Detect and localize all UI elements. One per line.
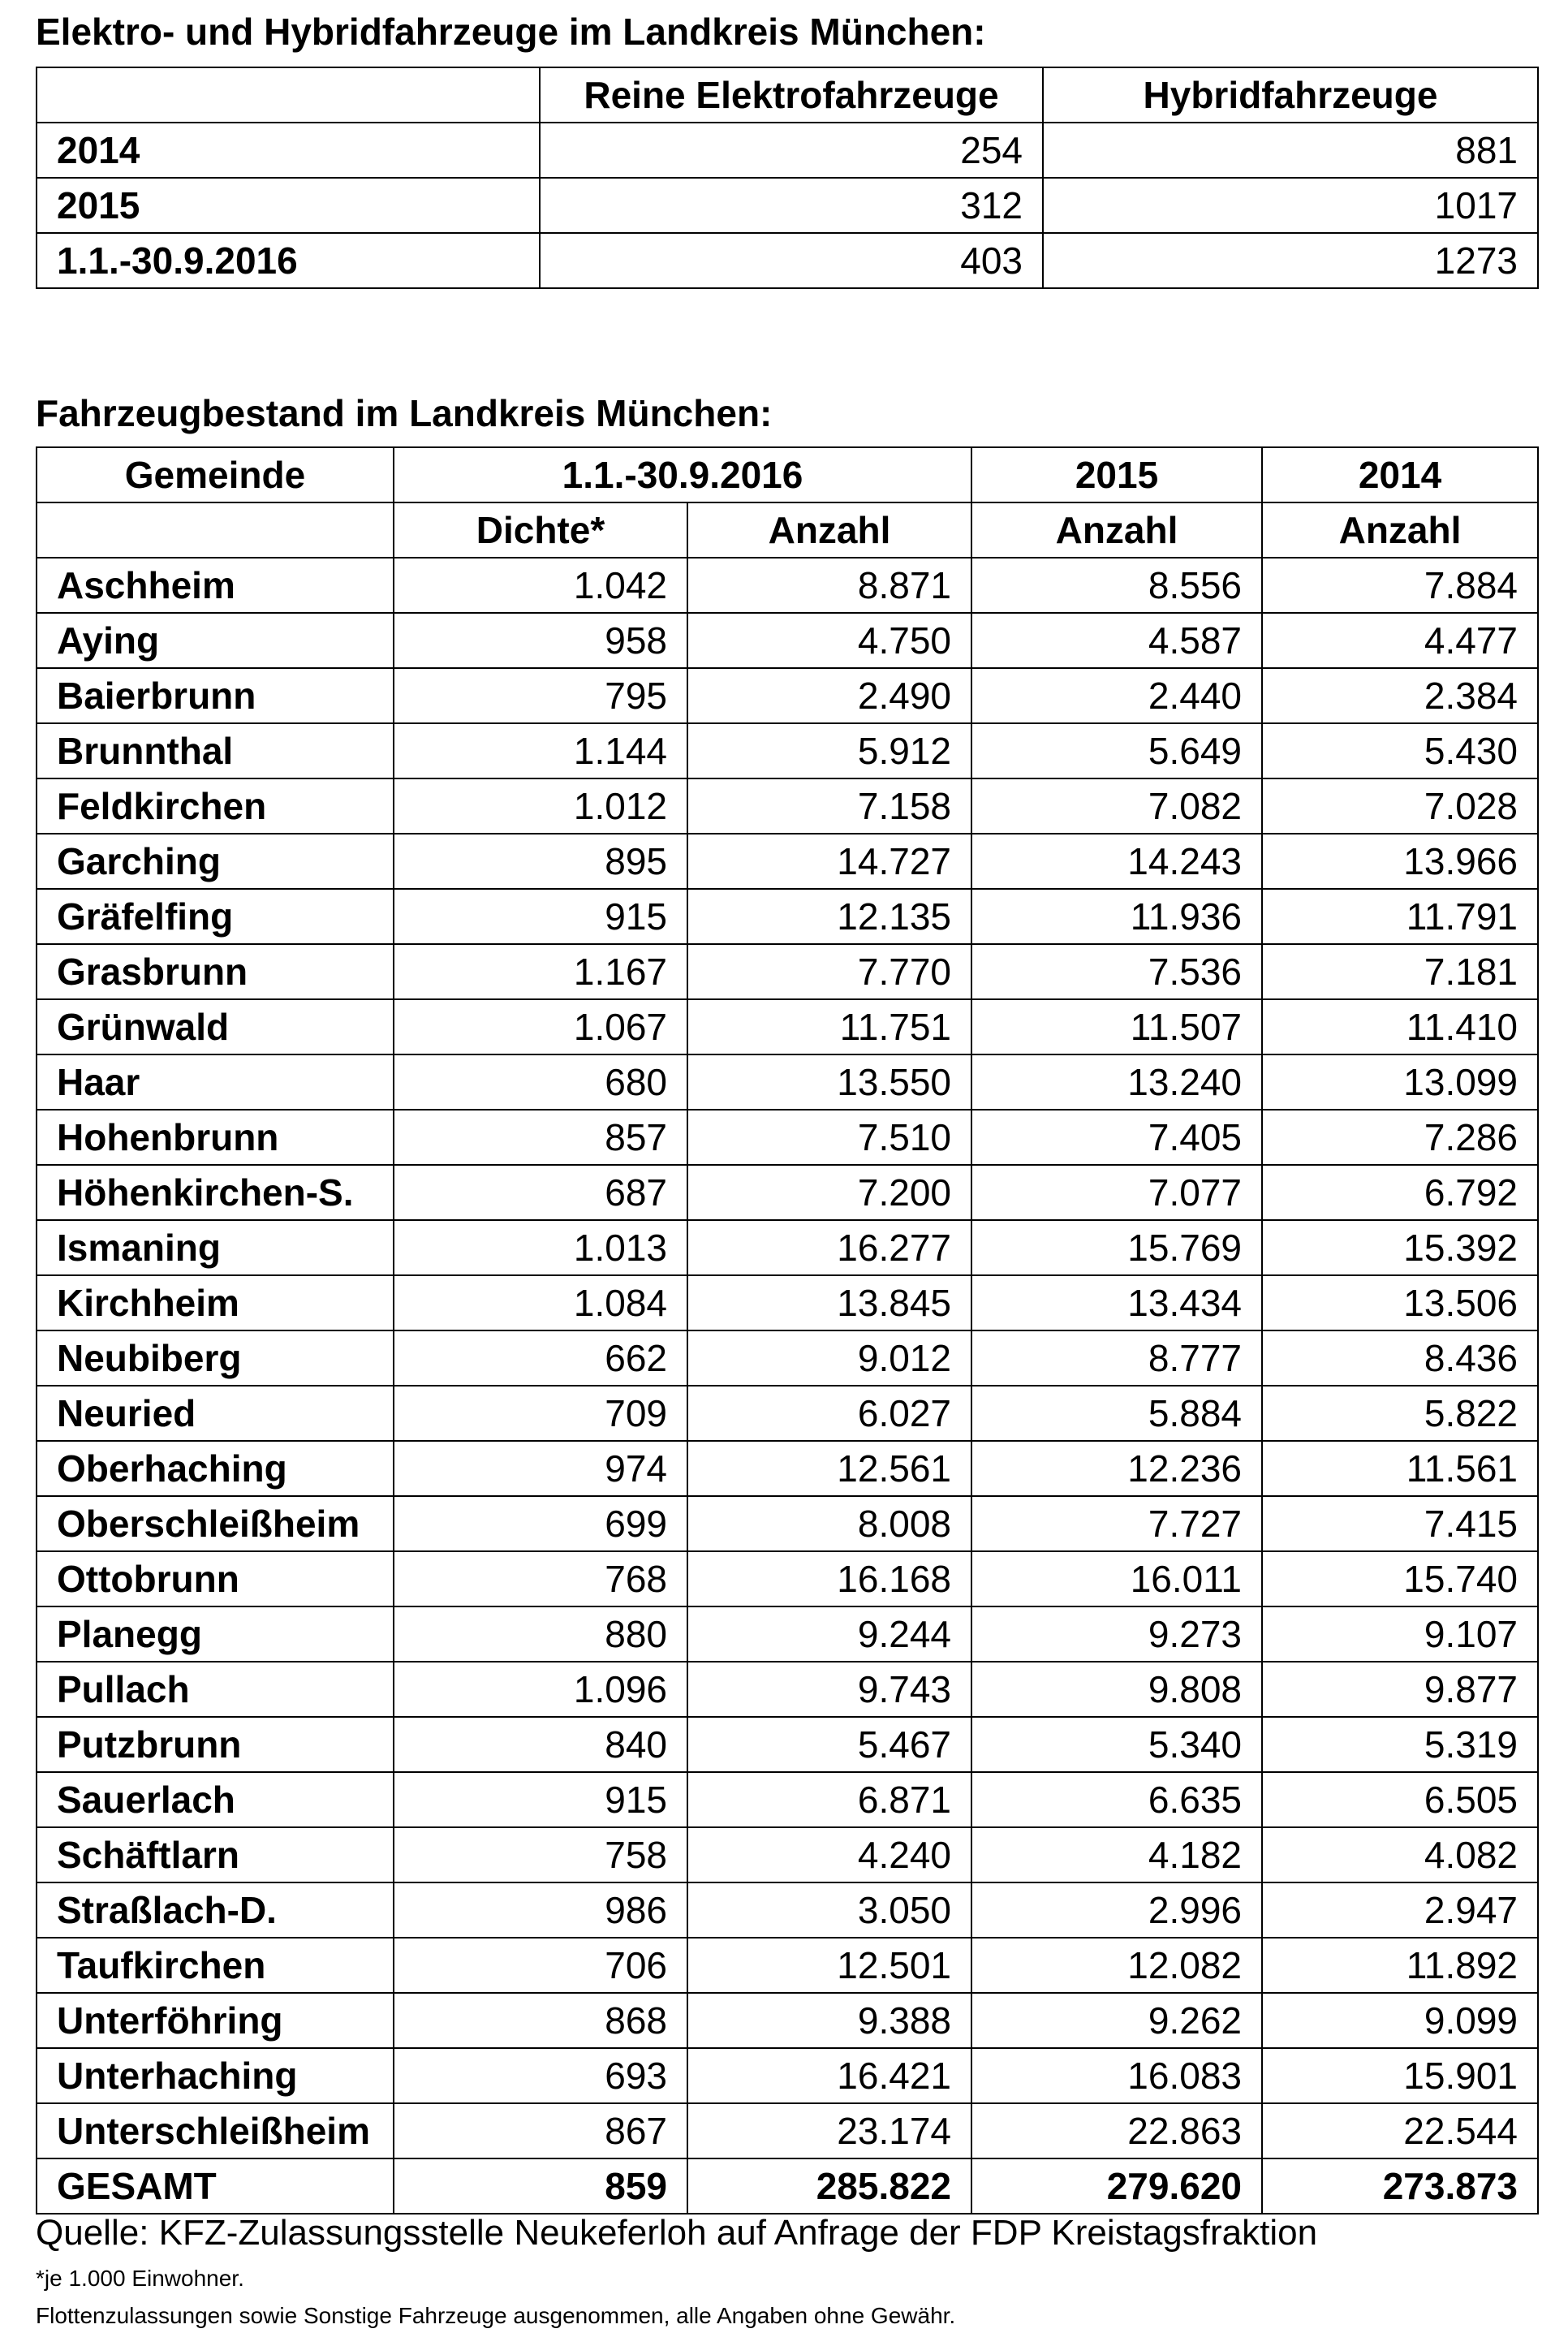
subheader-empty xyxy=(37,502,394,558)
count-2016: 7.158 xyxy=(687,778,971,834)
count-2014: 15.740 xyxy=(1262,1551,1538,1606)
count-2015: 7.727 xyxy=(971,1496,1262,1551)
table-row xyxy=(37,1772,1538,1827)
density-value: 758 xyxy=(394,1827,687,1882)
subheader-count-2014: Anzahl xyxy=(1262,502,1538,558)
count-2016: 7.200 xyxy=(687,1165,971,1220)
vehicle-stock-table xyxy=(36,446,1539,2214)
density-value: 1.144 xyxy=(394,723,687,778)
density-value: 1.167 xyxy=(394,944,687,999)
count-2016: 5.467 xyxy=(687,1717,971,1772)
municipality-name: Garching xyxy=(37,834,394,889)
subheader-count-2016: Anzahl xyxy=(687,502,971,558)
count-2015: 8.556 xyxy=(971,558,1262,613)
table-row xyxy=(37,1220,1538,1275)
count-2015: 4.182 xyxy=(971,1827,1262,1882)
count-2014: 7.181 xyxy=(1262,944,1538,999)
count-2015: 5.340 xyxy=(971,1717,1262,1772)
table-row xyxy=(37,1496,1538,1551)
count-2014: 15.901 xyxy=(1262,2048,1538,2103)
table-row xyxy=(37,999,1538,1054)
ev-hybrid-count: 1273 xyxy=(1043,233,1538,288)
count-2014: 7.286 xyxy=(1262,1110,1538,1165)
count-2014: 5.430 xyxy=(1262,723,1538,778)
density-value: 768 xyxy=(394,1551,687,1606)
count-2014: 9.107 xyxy=(1262,1606,1538,1662)
density-value: 693 xyxy=(394,2048,687,2103)
table-row xyxy=(37,1717,1538,1772)
count-2015: 14.243 xyxy=(971,834,1262,889)
ev-electric-count: 254 xyxy=(540,123,1043,178)
table-row xyxy=(37,668,1538,723)
stock-section-title: Fahrzeugbestand im Landkreis München: xyxy=(36,392,773,434)
count-2016: 9.012 xyxy=(687,1330,971,1386)
table-row xyxy=(37,1993,1538,2048)
ev-header-electric: Reine Elektrofahrzeuge xyxy=(540,67,1043,123)
count-2016: 12.135 xyxy=(687,889,971,944)
count-2016: 13.550 xyxy=(687,1054,971,1110)
municipality-name: Planegg xyxy=(37,1606,394,1662)
count-2014: 22.544 xyxy=(1262,2103,1538,2158)
count-2015: 5.649 xyxy=(971,723,1262,778)
count-2016: 8.871 xyxy=(687,558,971,613)
municipality-name: Grünwald xyxy=(37,999,394,1054)
ev-section-title: Elektro- und Hybridfahrzeuge im Landkreis München: xyxy=(36,11,986,53)
density-value: 958 xyxy=(394,613,687,668)
table-row xyxy=(37,1165,1538,1220)
header-period-2016: 1.1.-30.9.2016 xyxy=(394,447,971,502)
table-row xyxy=(37,2103,1538,2158)
density-value: 795 xyxy=(394,668,687,723)
subheader-count-2015: Anzahl xyxy=(971,502,1262,558)
table-row xyxy=(37,1386,1538,1441)
municipality-name: Ismaning xyxy=(37,1220,394,1275)
count-2016: 12.561 xyxy=(687,1441,971,1496)
table-row xyxy=(37,613,1538,668)
count-2016: 9.244 xyxy=(687,1606,971,1662)
count-2014: 4.082 xyxy=(1262,1827,1538,1882)
count-2014: 11.561 xyxy=(1262,1441,1538,1496)
density-value: 857 xyxy=(394,1110,687,1165)
density-value: 880 xyxy=(394,1606,687,1662)
count-2015: 5.884 xyxy=(971,1386,1262,1441)
table-row xyxy=(37,1882,1538,1938)
count-2016: 8.008 xyxy=(687,1496,971,1551)
count-2015: 7.536 xyxy=(971,944,1262,999)
count-2016: 7.770 xyxy=(687,944,971,999)
municipality-name: GESAMT xyxy=(37,2158,394,2214)
header-year-2014: 2014 xyxy=(1262,447,1538,502)
total-row xyxy=(37,2158,1538,2214)
count-2016: 23.174 xyxy=(687,2103,971,2158)
municipality-name: Grasbrunn xyxy=(37,944,394,999)
density-value: 868 xyxy=(394,1993,687,2048)
header-year-2015: 2015 xyxy=(971,447,1262,502)
municipality-name: Brunnthal xyxy=(37,723,394,778)
ev-header-hybrid: Hybridfahrzeuge xyxy=(1043,67,1538,123)
count-2014: 13.506 xyxy=(1262,1275,1538,1330)
municipality-name: Neuried xyxy=(37,1386,394,1441)
count-2016: 16.277 xyxy=(687,1220,971,1275)
density-value: 1.084 xyxy=(394,1275,687,1330)
count-2014: 6.505 xyxy=(1262,1772,1538,1827)
count-2016: 16.168 xyxy=(687,1551,971,1606)
count-2014: 6.792 xyxy=(1262,1165,1538,1220)
count-2015: 16.083 xyxy=(971,2048,1262,2103)
count-2016: 9.388 xyxy=(687,1993,971,2048)
ev-electric-count: 312 xyxy=(540,178,1043,233)
stock-header-row xyxy=(37,447,1538,502)
count-2015: 11.936 xyxy=(971,889,1262,944)
count-2015: 22.863 xyxy=(971,2103,1262,2158)
ev-hybrid-count: 881 xyxy=(1043,123,1538,178)
count-2014: 11.892 xyxy=(1262,1938,1538,1993)
count-2015: 12.236 xyxy=(971,1441,1262,1496)
count-2016: 4.240 xyxy=(687,1827,971,1882)
density-value: 706 xyxy=(394,1938,687,1993)
count-2014: 5.822 xyxy=(1262,1386,1538,1441)
municipality-name: Pullach xyxy=(37,1662,394,1717)
count-2014: 9.099 xyxy=(1262,1993,1538,2048)
count-2015: 4.587 xyxy=(971,613,1262,668)
count-2016: 3.050 xyxy=(687,1882,971,1938)
municipality-name: Oberschleißheim xyxy=(37,1496,394,1551)
municipality-name: Neubiberg xyxy=(37,1330,394,1386)
ev-hybrid-table xyxy=(36,67,1539,289)
count-2015: 9.273 xyxy=(971,1606,1262,1662)
municipality-name: Unterschleißheim xyxy=(37,2103,394,2158)
municipality-name: Unterföhring xyxy=(37,1993,394,2048)
municipality-name: Schäftlarn xyxy=(37,1827,394,1882)
subheader-density: Dichte* xyxy=(394,502,687,558)
count-2016: 13.845 xyxy=(687,1275,971,1330)
count-2015: 11.507 xyxy=(971,999,1262,1054)
exclusions-footnote: Flottenzulassungen sowie Sonstige Fahrzeuge ausgenommen, alle Angaben ohne Gewähr. xyxy=(36,2303,956,2328)
density-value: 867 xyxy=(394,2103,687,2158)
municipality-name: Sauerlach xyxy=(37,1772,394,1827)
count-2015: 13.240 xyxy=(971,1054,1262,1110)
density-value: 859 xyxy=(394,2158,687,2214)
density-value: 974 xyxy=(394,1441,687,1496)
count-2015: 16.011 xyxy=(971,1551,1262,1606)
density-value: 1.096 xyxy=(394,1662,687,1717)
count-2014: 13.099 xyxy=(1262,1054,1538,1110)
table-row xyxy=(37,2048,1538,2103)
ev-hybrid-count: 1017 xyxy=(1043,178,1538,233)
count-2015: 2.996 xyxy=(971,1882,1262,1938)
table-row xyxy=(37,889,1538,944)
municipality-name: Haar xyxy=(37,1054,394,1110)
municipality-name: Oberhaching xyxy=(37,1441,394,1496)
municipality-name: Taufkirchen xyxy=(37,1938,394,1993)
table-row xyxy=(37,723,1538,778)
table-row xyxy=(37,1827,1538,1882)
count-2015: 9.262 xyxy=(971,1993,1262,2048)
table-row xyxy=(37,1110,1538,1165)
ev-table-row xyxy=(37,178,1538,233)
count-2014: 7.415 xyxy=(1262,1496,1538,1551)
table-row xyxy=(37,1938,1538,1993)
municipality-name: Gräfelfing xyxy=(37,889,394,944)
ev-electric-count: 403 xyxy=(540,233,1043,288)
count-2014: 13.966 xyxy=(1262,834,1538,889)
count-2014: 7.884 xyxy=(1262,558,1538,613)
count-2014: 5.319 xyxy=(1262,1717,1538,1772)
count-2014: 9.877 xyxy=(1262,1662,1538,1717)
density-value: 709 xyxy=(394,1386,687,1441)
density-value: 915 xyxy=(394,889,687,944)
count-2015: 8.777 xyxy=(971,1330,1262,1386)
header-gemeinde: Gemeinde xyxy=(37,447,394,502)
count-2016: 16.421 xyxy=(687,2048,971,2103)
municipality-name: Unterhaching xyxy=(37,2048,394,2103)
density-value: 662 xyxy=(394,1330,687,1386)
density-value: 699 xyxy=(394,1496,687,1551)
source-note: Quelle: KFZ-Zulassungsstelle Neukeferloh auf Anfrage der FDP Kreistagsfraktion xyxy=(36,2213,1318,2253)
count-2016: 14.727 xyxy=(687,834,971,889)
count-2014: 273.873 xyxy=(1262,2158,1538,2214)
density-value: 687 xyxy=(394,1165,687,1220)
table-row xyxy=(37,1662,1538,1717)
count-2014: 11.410 xyxy=(1262,999,1538,1054)
table-row xyxy=(37,778,1538,834)
table-row xyxy=(37,1606,1538,1662)
count-2015: 7.077 xyxy=(971,1165,1262,1220)
municipality-name: Aying xyxy=(37,613,394,668)
count-2015: 6.635 xyxy=(971,1772,1262,1827)
density-footnote: *je 1.000 Einwohner. xyxy=(36,2266,244,2291)
count-2015: 7.082 xyxy=(971,778,1262,834)
density-value: 915 xyxy=(394,1772,687,1827)
municipality-name: Putzbrunn xyxy=(37,1717,394,1772)
count-2014: 11.791 xyxy=(1262,889,1538,944)
count-2016: 4.750 xyxy=(687,613,971,668)
table-row xyxy=(37,1330,1538,1386)
municipality-name: Hohenbrunn xyxy=(37,1110,394,1165)
density-value: 680 xyxy=(394,1054,687,1110)
count-2015: 9.808 xyxy=(971,1662,1262,1717)
count-2016: 12.501 xyxy=(687,1938,971,1993)
municipality-name: Ottobrunn xyxy=(37,1551,394,1606)
density-value: 895 xyxy=(394,834,687,889)
municipality-name: Baierbrunn xyxy=(37,668,394,723)
ev-period: 2015 xyxy=(37,178,540,233)
ev-header-empty xyxy=(37,67,540,123)
density-value: 1.013 xyxy=(394,1220,687,1275)
count-2014: 8.436 xyxy=(1262,1330,1538,1386)
count-2015: 12.082 xyxy=(971,1938,1262,1993)
count-2015: 279.620 xyxy=(971,2158,1262,2214)
count-2016: 9.743 xyxy=(687,1662,971,1717)
density-value: 986 xyxy=(394,1882,687,1938)
density-value: 1.012 xyxy=(394,778,687,834)
count-2016: 6.871 xyxy=(687,1772,971,1827)
table-row xyxy=(37,834,1538,889)
count-2014: 2.384 xyxy=(1262,668,1538,723)
count-2015: 2.440 xyxy=(971,668,1262,723)
count-2015: 7.405 xyxy=(971,1110,1262,1165)
table-row xyxy=(37,558,1538,613)
municipality-name: Aschheim xyxy=(37,558,394,613)
table-row xyxy=(37,1551,1538,1606)
density-value: 1.042 xyxy=(394,558,687,613)
count-2016: 7.510 xyxy=(687,1110,971,1165)
table-row xyxy=(37,944,1538,999)
count-2014: 4.477 xyxy=(1262,613,1538,668)
table-row xyxy=(37,1275,1538,1330)
ev-table-header-row xyxy=(37,67,1538,123)
municipality-name: Straßlach-D. xyxy=(37,1882,394,1938)
count-2016: 285.822 xyxy=(687,2158,971,2214)
ev-table-row xyxy=(37,123,1538,178)
count-2016: 2.490 xyxy=(687,668,971,723)
table-row xyxy=(37,1441,1538,1496)
density-value: 1.067 xyxy=(394,999,687,1054)
count-2014: 2.947 xyxy=(1262,1882,1538,1938)
count-2014: 7.028 xyxy=(1262,778,1538,834)
count-2016: 6.027 xyxy=(687,1386,971,1441)
count-2016: 11.751 xyxy=(687,999,971,1054)
table-row xyxy=(37,1054,1538,1110)
ev-period: 1.1.-30.9.2016 xyxy=(37,233,540,288)
municipality-name: Höhenkirchen-S. xyxy=(37,1165,394,1220)
count-2016: 5.912 xyxy=(687,723,971,778)
count-2015: 13.434 xyxy=(971,1275,1262,1330)
ev-table-row xyxy=(37,233,1538,288)
count-2014: 15.392 xyxy=(1262,1220,1538,1275)
municipality-name: Feldkirchen xyxy=(37,778,394,834)
stock-subheader-row xyxy=(37,502,1538,558)
count-2015: 15.769 xyxy=(971,1220,1262,1275)
ev-period: 2014 xyxy=(37,123,540,178)
density-value: 840 xyxy=(394,1717,687,1772)
municipality-name: Kirchheim xyxy=(37,1275,394,1330)
